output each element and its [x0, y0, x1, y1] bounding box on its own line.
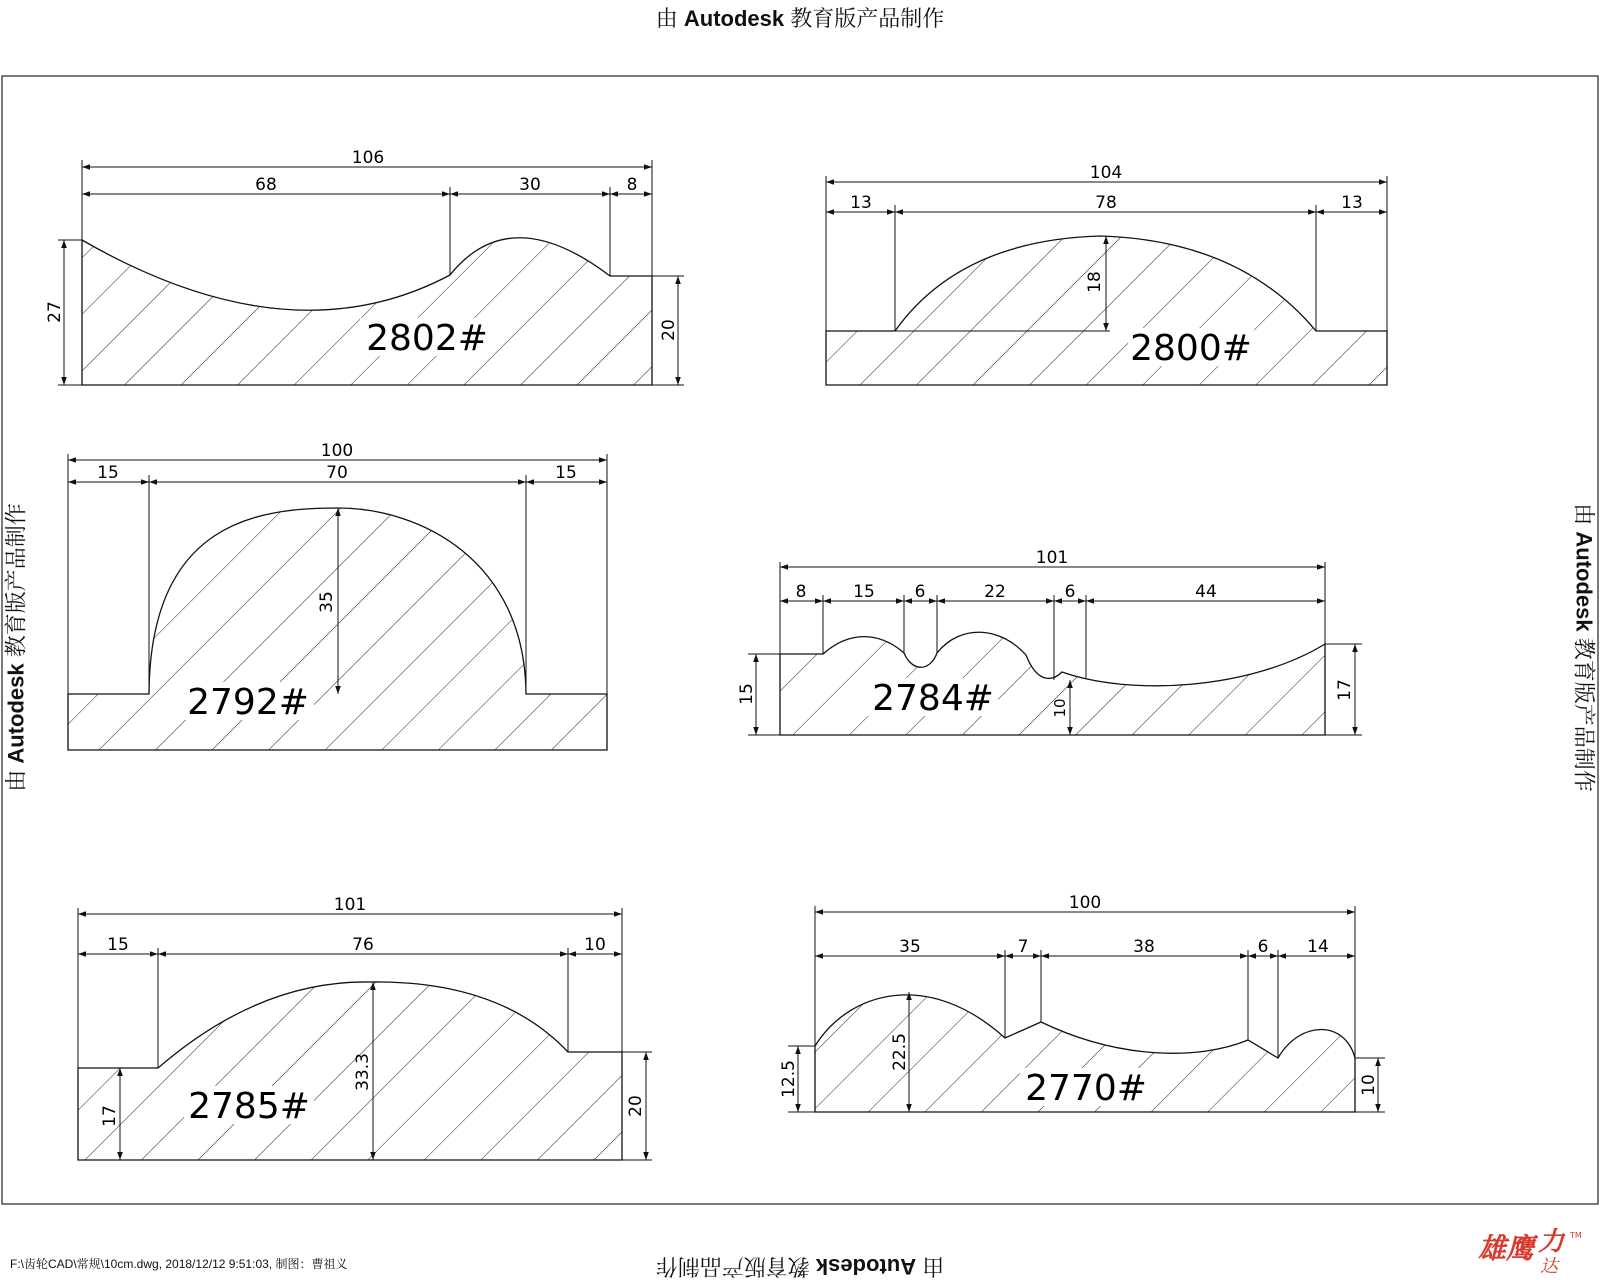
profile-2792-label: 2792#: [187, 682, 309, 723]
profile-2800-label: 2800#: [1130, 328, 1252, 369]
dim-2784-groove-depth: 10: [1051, 698, 1069, 718]
watermark-right: 由 Autodesk 教育版产品制作: [1571, 503, 1597, 792]
logo-sub-text: 达: [1540, 1256, 1558, 1274]
logo-accent-text: 力: [1538, 1228, 1565, 1257]
profile-2802: [45, 148, 684, 385]
dim-2770-crown-height: 22.5: [890, 1033, 910, 1071]
dim-2770-seg-3: 38: [1133, 937, 1155, 957]
brand-logo: [1478, 1228, 1588, 1274]
dim-2785-step-height: 17: [100, 1105, 120, 1127]
profile-2802-label: 2802#: [366, 318, 488, 359]
dim-2785-overall: 101: [333, 895, 367, 915]
profile-2802-shape: [82, 238, 652, 385]
dim-2792-seg-1: 15: [97, 463, 119, 483]
dim-2784-seg-1: 8: [795, 582, 807, 602]
dim-2770-seg-4: 6: [1257, 937, 1269, 957]
dim-2792-overall: 100: [320, 441, 354, 461]
profile-2784-shape: [780, 632, 1325, 735]
profile-2784: [737, 548, 1362, 735]
watermark-left: 由 Autodesk 教育版产品制作: [3, 503, 29, 792]
dim-2802-overall: 106: [351, 148, 385, 168]
profile-2785-label: 2785#: [188, 1086, 310, 1127]
dim-2800-seg-2: 78: [1095, 193, 1117, 213]
profile-2784-label: 2784#: [872, 678, 994, 719]
dim-2784-seg-2: 15: [853, 582, 875, 602]
watermark-top: 由 Autodesk 教育版产品制作: [655, 6, 945, 31]
dim-2792-seg-3: 15: [555, 463, 577, 483]
dim-2800-height: 18: [1085, 271, 1105, 293]
dim-2770-seg-5: 14: [1307, 937, 1329, 957]
dim-2792-height: 35: [317, 591, 337, 613]
dim-2770-height-right: 10: [1359, 1074, 1379, 1096]
profile-2770-label: 2770#: [1025, 1068, 1147, 1109]
logo-main-text: 雄鹰: [1478, 1232, 1535, 1265]
dim-2785-seg-1: 15: [107, 935, 129, 955]
dim-2785-crown-height: 33.3: [353, 1053, 373, 1091]
watermark-bottom: 由 Autodesk 教育版产品制作: [655, 1254, 945, 1279]
dim-2770-height-left: 12.5: [779, 1060, 799, 1098]
dim-2770-seg-1: 35: [899, 937, 921, 957]
dim-2784-overall: 101: [1035, 548, 1069, 568]
dim-2770-seg-2: 7: [1017, 937, 1029, 957]
dim-2785-seg-3: 10: [584, 935, 606, 955]
dim-2784-height-left: 15: [737, 683, 757, 705]
profile-2800: [826, 163, 1387, 385]
dim-2784-seg-6: 44: [1195, 582, 1217, 602]
dim-2785-seg-2: 76: [352, 935, 374, 955]
dim-2802-seg-2: 30: [519, 175, 541, 195]
profile-2792: [68, 441, 607, 750]
dim-2792-seg-2: 70: [326, 463, 348, 483]
dim-2802-height-left: 27: [45, 301, 65, 323]
dim-2784-seg-4: 22: [984, 582, 1006, 602]
logo-trademark: TM: [1570, 1231, 1582, 1240]
dim-2802-seg-3: 8: [626, 175, 638, 195]
profile-2785: [78, 895, 652, 1160]
dim-2800-overall: 104: [1089, 163, 1123, 183]
dim-2800-seg-3: 13: [1341, 193, 1363, 213]
dim-2785-height-right: 20: [626, 1095, 646, 1117]
dim-2770-overall: 100: [1068, 893, 1102, 913]
dim-2784-height-right: 17: [1335, 679, 1355, 701]
dim-2800-seg-1: 13: [850, 193, 872, 213]
dim-2802-height-right: 20: [659, 319, 679, 341]
dim-2784-seg-5: 6: [1064, 582, 1076, 602]
profile-2785-shape: [78, 982, 622, 1160]
dim-2802-seg-1: 68: [255, 175, 277, 195]
dim-2784-seg-3: 6: [914, 582, 926, 602]
file-path-footer: F:\齿轮CAD\常规\10cm.dwg, 2018/12/12 9:51:03, 制图：曹祖义: [10, 1257, 348, 1271]
profile-2770: [779, 893, 1385, 1112]
